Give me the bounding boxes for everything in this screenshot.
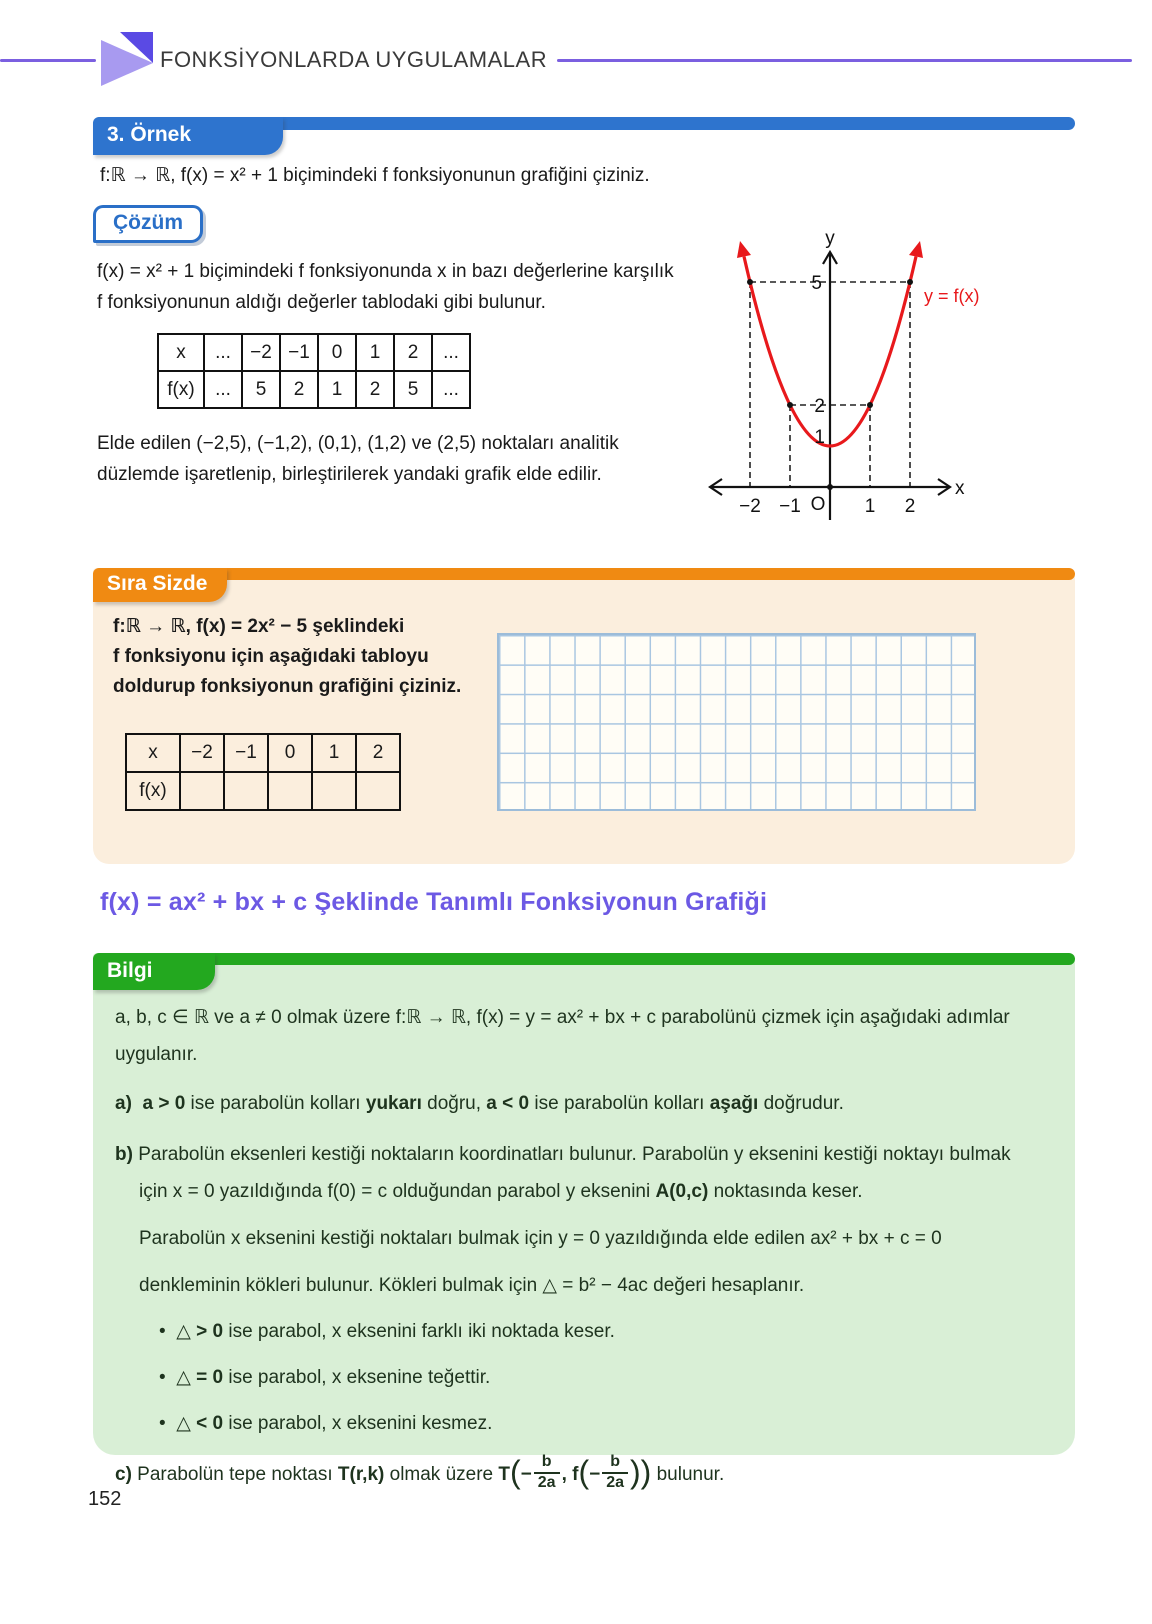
info-item-b — [115, 1136, 1057, 1173]
page-number: 152 — [88, 1488, 122, 1510]
example-banner-label: 3. Örnek — [107, 123, 192, 146]
cell: ... — [432, 334, 470, 371]
bullet-bold: △ > 0 — [176, 1321, 224, 1342]
cell: −2 — [242, 334, 280, 371]
practice-problem-line: f fonksiyonu için aşağıdaki tabloyu — [113, 646, 429, 667]
info-item-b-line: Parabolün x eksenini kestiği noktaları bulmak için y = 0 yazıldığında elde edilen ax² + bx + c = 0 — [139, 1228, 942, 1249]
info-item-c — [115, 1453, 1057, 1494]
curve-label: y = f(x) — [924, 286, 980, 306]
bullet-text: ise parabol, x eksenini kesmez. — [223, 1413, 493, 1434]
value-table — [157, 333, 471, 409]
practice-value-table — [125, 733, 401, 811]
x-tick-neg2: −2 — [739, 496, 761, 517]
solution-paragraph-line: düzlemde işaretlenip, birleştirilerek yandaki grafik elde edilir. — [97, 464, 602, 485]
minus-sign: − — [520, 1464, 532, 1485]
cell: 0 — [268, 734, 312, 772]
table-row-x — [158, 334, 470, 371]
item-a-text: ise parabolün kolları — [185, 1093, 366, 1114]
info-banner-tab — [93, 953, 215, 990]
axes — [710, 252, 950, 520]
solution-column — [97, 256, 709, 490]
item-a-math: a < 0 — [486, 1093, 530, 1114]
bullet-bold: △ < 0 — [176, 1413, 224, 1434]
bullet-text: ise parabol, x eksenine teğettir. — [223, 1367, 491, 1388]
solution-badge — [93, 205, 203, 243]
info-intro-line: uygulanır. — [115, 1044, 198, 1065]
cell: 1 — [318, 371, 356, 408]
origin-label: O — [810, 494, 826, 515]
empty-cell — [356, 772, 400, 810]
info-banner-bar — [99, 953, 1075, 965]
practice-panel — [93, 568, 1075, 864]
cell: ... — [204, 334, 242, 371]
paren: ) — [630, 1454, 641, 1490]
item-b-text: Parabolün eksenleri kestiği noktaların koordinatları bulunur. Parabolün y eksenini kestiği noktayı bulmak — [138, 1144, 1011, 1165]
cell: −1 — [280, 334, 318, 371]
item-a-math: a > 0 — [142, 1093, 186, 1114]
header-rule-left — [0, 59, 96, 62]
item-a-bold: yukarı — [365, 1093, 422, 1114]
item-c-text: Parabolün tepe noktası — [131, 1464, 338, 1485]
vertex-T: T — [498, 1464, 510, 1485]
cell: ... — [204, 371, 242, 408]
practice-banner-bar — [99, 568, 1075, 580]
fraction-b-2a: $\frac{b}{2a}$ — [534, 1454, 560, 1492]
chapter-title: FONKSİYONLARDA UYGULAMALAR — [160, 47, 548, 72]
example-banner — [93, 117, 1075, 157]
paren: ) — [640, 1454, 652, 1490]
x-tick-neg1: −1 — [779, 496, 801, 517]
bullet-bold: △ = 0 — [176, 1367, 224, 1388]
separator: , — [561, 1464, 573, 1485]
minus-sign: − — [589, 1464, 601, 1485]
cell: 2 — [356, 734, 400, 772]
info-banner-label: Bilgi — [107, 958, 153, 982]
cell-fx-header: f(x) — [158, 371, 204, 408]
cell: 2 — [394, 334, 432, 371]
table-row-fx — [158, 371, 470, 408]
cell: ... — [432, 371, 470, 408]
cell: 5 — [242, 371, 280, 408]
info-intro-line: a, b, c ∈ ℝ ve a ≠ 0 olmak üzere f:ℝ → ℝ, f(x) = y = ax² + bx + c parabolünü çizmek için aşağıdaki adımlar — [115, 1007, 1010, 1028]
empty-cell — [268, 772, 312, 810]
item-c-bold: T(r,k) — [337, 1464, 385, 1485]
item-a-bold: aşağı — [709, 1093, 759, 1114]
page-header — [0, 34, 1152, 86]
item-b-bold: A(0,c) — [655, 1181, 709, 1202]
solution-badge-label: Çözüm — [113, 211, 183, 234]
parabola-graph — [698, 228, 1008, 532]
item-c-label: c) — [115, 1464, 132, 1485]
curve-arrow-left — [737, 241, 751, 258]
y-tick-2: 2 — [814, 396, 825, 417]
x-axis-label: x — [955, 478, 965, 499]
paren: ( — [510, 1454, 521, 1490]
cell: −2 — [180, 734, 224, 772]
cell: 1 — [312, 734, 356, 772]
chapter-logo-icon — [98, 32, 156, 88]
practice-banner-label: Sıra Sizde — [107, 572, 208, 595]
table-row-x — [126, 734, 400, 772]
table-row-fx — [126, 772, 400, 810]
cell: 0 — [318, 334, 356, 371]
y-tick-5: 5 — [811, 273, 822, 294]
info-bullet — [115, 1359, 1057, 1396]
cell: −1 — [224, 734, 268, 772]
graph-grid-paper — [497, 633, 976, 811]
x-tick-1: 1 — [864, 496, 876, 517]
header-rule-right — [557, 59, 1132, 62]
fraction-b-2a: $\frac{b}{2a}$ — [602, 1454, 628, 1492]
empty-cell — [224, 772, 268, 810]
bullet-icon: • — [159, 1367, 166, 1388]
example-problem-text: f:ℝ → ℝ, f(x) = x² + 1 biçimindeki f fonksiyonunun grafiğini çiziniz. — [100, 165, 650, 186]
info-bullet — [115, 1313, 1057, 1350]
cell-fx-header: f(x) — [126, 772, 180, 810]
bullet-text: ise parabol, x eksenini farklı iki noktada keser. — [223, 1321, 615, 1342]
curve-arrow-right — [909, 241, 923, 258]
info-item-a — [115, 1085, 1057, 1122]
cell: 2 — [280, 371, 318, 408]
item-c-text: bulunur. — [651, 1464, 725, 1485]
bullet-icon: • — [159, 1413, 166, 1434]
solution-paragraph-line: f(x) = x² + 1 biçimindeki f fonksiyonunda x in bazı değerlerine karşılık — [97, 261, 674, 282]
item-a-text: ise parabolün kolları — [529, 1093, 710, 1114]
item-b-text: için x = 0 yazıldığında f(0) = c olduğundan parabol y eksenini — [139, 1181, 656, 1202]
x-tick-2: 2 — [904, 496, 916, 517]
cell: 1 — [356, 334, 394, 371]
info-item-b-line: denkleminin kökleri bulunur. Kökleri bulmak için △ = b² − 4ac değeri hesaplanır. — [139, 1275, 805, 1296]
section-heading: f(x) = ax² + bx + c Şeklinde Tanımlı Fonksiyonun Grafiği — [100, 888, 768, 916]
y-axis-label: y — [825, 228, 835, 249]
bullet-icon: • — [159, 1321, 166, 1342]
item-a-label: a) — [115, 1093, 132, 1114]
info-body — [115, 999, 1057, 1494]
info-bullet — [115, 1405, 1057, 1442]
practice-problem-text — [113, 612, 461, 702]
info-item-b-line — [115, 1173, 1057, 1210]
item-a-text: doğru, — [421, 1093, 487, 1114]
item-b-text: noktasında keser. — [708, 1181, 863, 1202]
item-a-text: doğrudur. — [758, 1093, 844, 1114]
practice-banner-tab — [93, 568, 227, 602]
cell-x-header: x — [158, 334, 204, 371]
practice-problem-line: f:ℝ → ℝ, f(x) = 2x² − 5 şeklindeki — [113, 616, 405, 637]
cell-x-header: x — [126, 734, 180, 772]
paren: ( — [578, 1454, 590, 1490]
solution-paragraph-line: f fonksiyonunun aldığı değerler tablodaki gibi bulunur. — [97, 292, 546, 313]
item-b-label: b) — [115, 1144, 133, 1165]
empty-cell — [312, 772, 356, 810]
vertex-f: f — [572, 1464, 579, 1485]
practice-problem-line: doldurup fonksiyonun grafiğini çiziniz. — [113, 676, 462, 697]
y-tick-1: 1 — [814, 427, 825, 448]
solution-paragraph-line: Elde edilen (−2,5), (−1,2), (0,1), (1,2) ve (2,5) noktaları analitik — [97, 433, 619, 454]
empty-cell — [180, 772, 224, 810]
example-banner-tab — [93, 117, 283, 155]
cell: 5 — [394, 371, 432, 408]
cell: 2 — [356, 371, 394, 408]
info-panel — [93, 953, 1075, 1491]
item-c-text: olmak üzere — [384, 1464, 499, 1485]
